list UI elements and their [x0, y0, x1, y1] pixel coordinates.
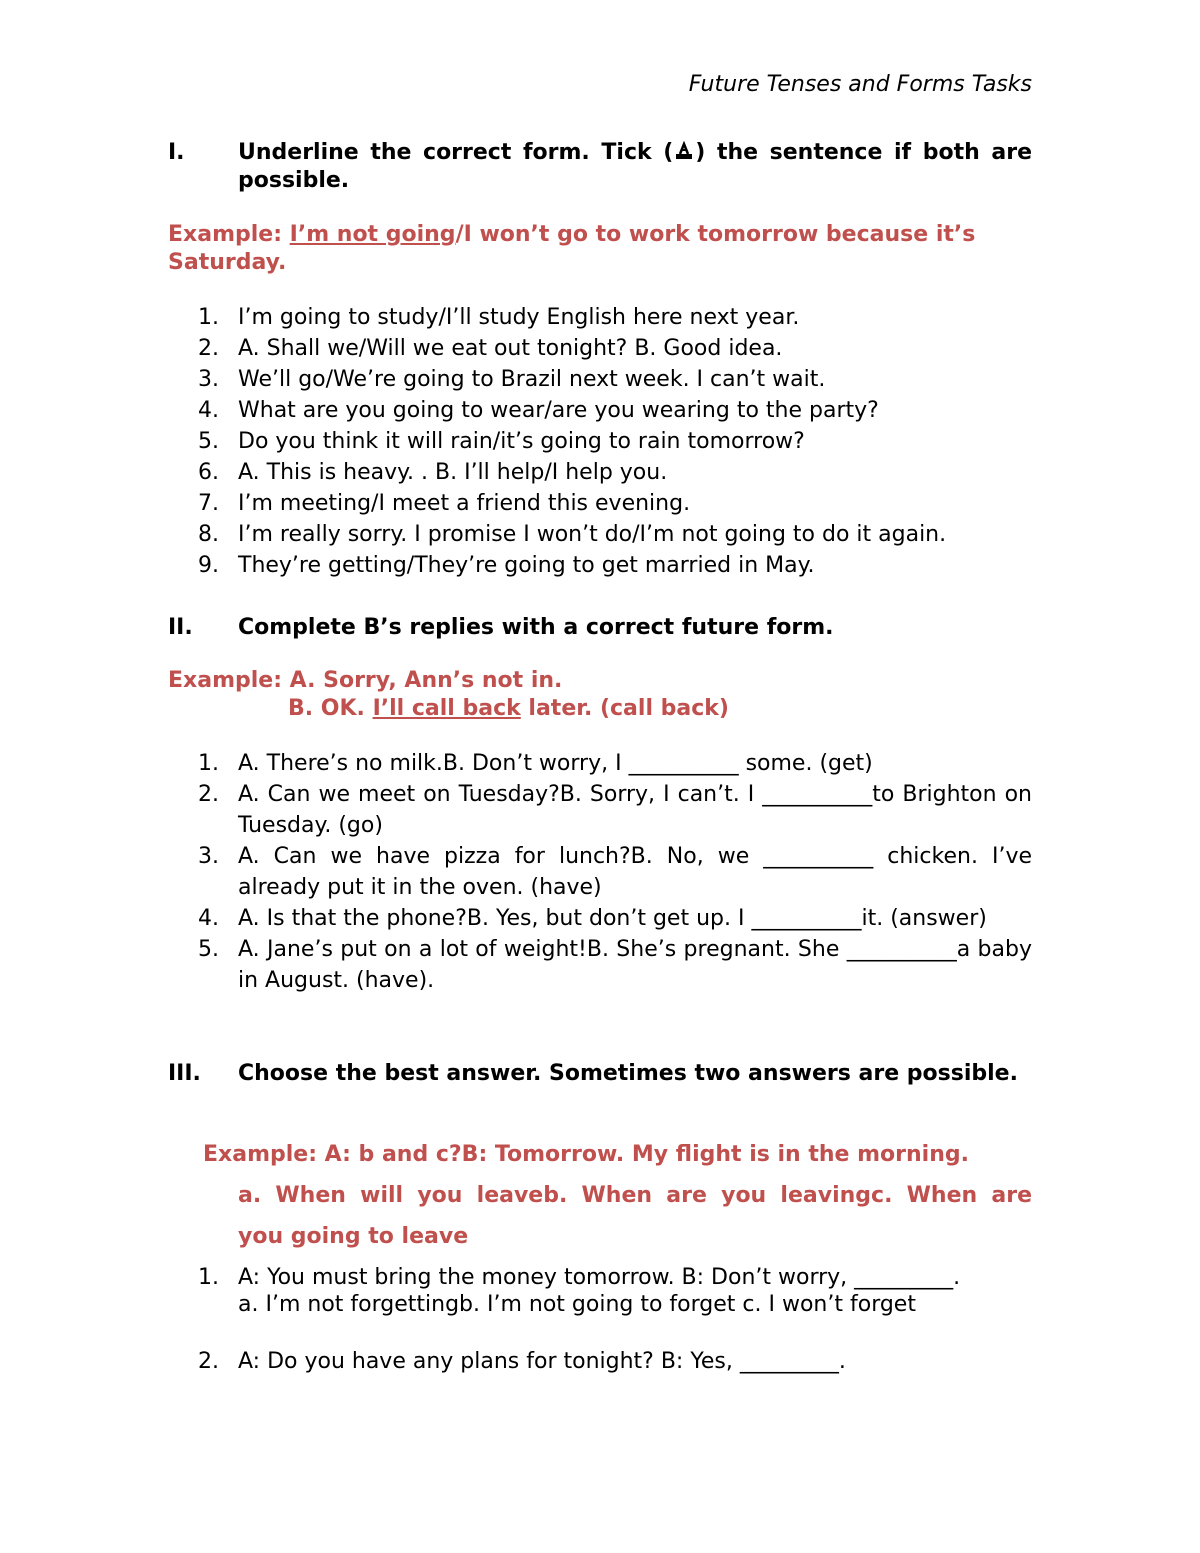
section-1-heading [168, 139, 1032, 195]
list-item: 2. A. Can we meet on Tuesday?B. Sorry, I can’t. I __________to Brighton on Tuesday. (go) [198, 782, 1032, 838]
section-1-list [168, 302, 1032, 581]
section-3-list [168, 1264, 1032, 1377]
section-3-example-line1: Example: A: b and c?B: Tomorrow. My flight is in the morning. [203, 1142, 969, 1167]
list-item: 2. A. Shall we/Will we eat out tonight? B. Good idea. [198, 336, 783, 361]
list-item: 1. A: You must bring the money tomorrow. B: Don’t worry, _________. a. I’m not forgettingb. I’m not going to forget c. I won’t forget [198, 1265, 961, 1317]
list-item: 3. We’ll go/We’re going to Brazil next week. I can’t wait. [198, 367, 826, 392]
list-item: 4. A. Is that the phone?B. Yes, but don’t get up. I __________it. (answer) [198, 906, 987, 931]
list-item: 6. A. This is heavy. . B. I’ll help/I help you. [198, 460, 668, 485]
section-1-instruction: Underline the correct form. Tick ( ) the sentence if both are possible. [238, 140, 1032, 193]
list-item: 7. I’m meeting/I meet a friend this evening. [198, 491, 691, 516]
tick-icon [673, 141, 695, 161]
list-item: 8. I’m really sorry. I promise I won’t do/I’m not going to do it again. [198, 522, 947, 547]
section-2-instruction: Complete B’s replies with a correct future form. [238, 615, 834, 640]
list-item: 1. A. There’s no milk.B. Don’t worry, I __________ some. (get) [198, 751, 873, 776]
list-item: 4. What are you going to wear/are you wearing to the party? [198, 398, 879, 423]
section-3-instruction: Choose the best answer. Sometimes two answers are possible. [238, 1061, 1018, 1086]
section-3-example-line2: a. When will you leaveb. When are you leavingc. When are [238, 1183, 1032, 1208]
page-header: Future Tenses and Forms Tasks [688, 72, 1032, 97]
section-2-number: II. [168, 615, 193, 640]
section-3-example-line3: you going to leave [238, 1224, 469, 1249]
list-item: 1. I’m going to study/I’ll study English here next year. [198, 305, 800, 330]
section-2-list [168, 748, 1032, 996]
section-3-number: III. [168, 1061, 201, 1086]
list-item: 3. A. Can we have pizza for lunch?B. No, we __________ chicken. I’ve already put it in the oven. (have) [198, 844, 1032, 900]
section-1-example: Example: I’m not going/I won’t go to work tomorrow because it’s Saturday. [168, 222, 976, 275]
list-item: 2. A: Do you have any plans for tonight? B: Yes, _________. [198, 1349, 846, 1374]
answer-options: a. I’m not forgettingb. I’m not going to forget c. I won’t forget [238, 1292, 916, 1317]
section-1-number: I. [168, 140, 185, 165]
list-item: 5. A. Jane’s put on a lot of weight!B. She’s pregnant. She __________a baby in August. (have). [198, 937, 1032, 993]
section-2-heading [168, 614, 1032, 642]
section-2-example-b: B. OK. I’ll call back later. (call back) [288, 696, 729, 721]
list-item: 9. They’re getting/They’re going to get married in May. [198, 553, 815, 578]
section-2-example-a: Example: A. Sorry, Ann’s not in. [168, 668, 563, 693]
list-item: 5. Do you think it will rain/it’s going to rain tomorrow? [198, 429, 805, 454]
section-3-heading [168, 1060, 1032, 1088]
